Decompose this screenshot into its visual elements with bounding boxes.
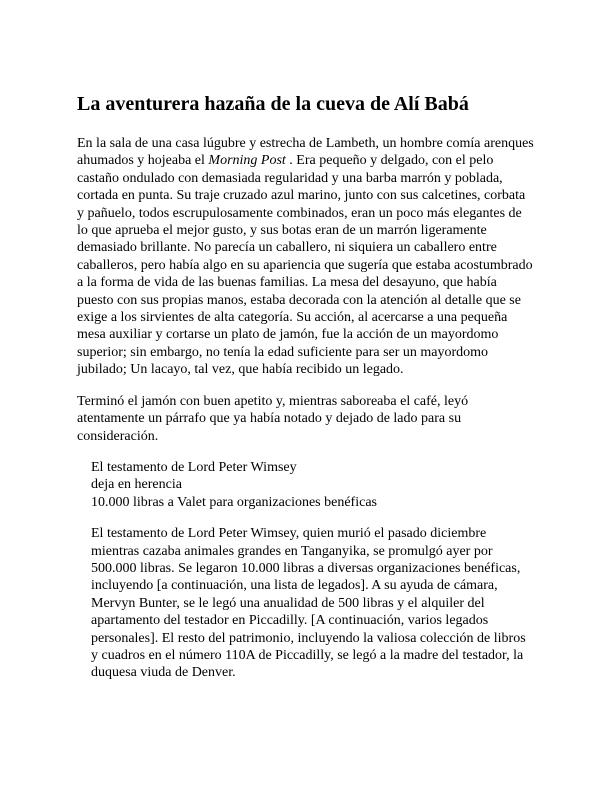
newspaper-excerpt (91, 459, 535, 682)
excerpt-headline (91, 459, 535, 511)
headline-line-2: deja en herencia (91, 477, 182, 493)
newspaper-name: Morning Post (208, 153, 286, 169)
paragraph-2: Terminó el jamón con buen apetito y, mientras saboreaba el café, leyó atentamente un párrafo que ya había notado y dejado de lado para su consideración. (77, 393, 469, 444)
paragraph-1-after: . Era pequeño y delgado, con el pelo castaño ondulado con demasiada regularidad y una barba marrón y poblada, cortada en punta. Su traje cruzado azul marino, junto con sus calcetines, corbata y pañuelo, todos escrupulosamente combinados, eran un poco más elegantes de lo que aprueba el mejor gusto, y sus botas eran de un marrón ligeramente demasiado brillante. No parecía un caballero, ni siquiera un caballero entre caballeros, pero había algo en su apariencia que sugería que estaba acostumbrado a la forma de vida de las buenas familias. La mesa del desayuno, que había puesto con sus propias manos, estaba decorada con la atención al detalle que se exige a los sirvientes de alta categoría. Su acción, al acercarse a una pequeña mesa auxiliar y cortarse un plato de jamón, fue la acción de un mayordomo superior; sin embargo, no tenía la edad suficiente para ser un mayordomo jubilado; Un lacayo, tal vez, que había recibido un legado. (77, 153, 533, 378)
excerpt-body: El testamento de Lord Peter Wimsey, quien murió el pasado diciembre mientras cazaba animales grandes en Tanganyika, se promulgó ayer por 500.000 libras. Se legaron 10.000 libras a diversas organizaciones benéficas, incluyendo [a continuación, una lista de legados]. A su ayuda de cámara, Mervyn Bunter, se le legó una anualidad de 500 libras y el alquiler del apartamento del testador en Piccadilly. [A continuación, varios legados personales]. El resto del patrimonio, incluyendo la valiosa colección de libros y cuadros en el número 110A de Piccadilly, se legó a la madre del testador, la duquesa viuda de Denver. (91, 526, 526, 681)
paragraph-1 (77, 135, 535, 379)
document-page (77, 92, 535, 682)
document-title: La aventurera hazaña de la cueva de Alí Babá (77, 93, 469, 115)
headline-line-1: El testamento de Lord Peter Wimsey (91, 459, 297, 475)
headline-line-3: 10.000 libras a Valet para organizaciones benéficas (91, 494, 377, 510)
paragraph-1-before: En la sala de una casa lúgubre y estrecha de Lambeth, un hombre comía arenques ahumados y hojeaba el (77, 136, 534, 169)
